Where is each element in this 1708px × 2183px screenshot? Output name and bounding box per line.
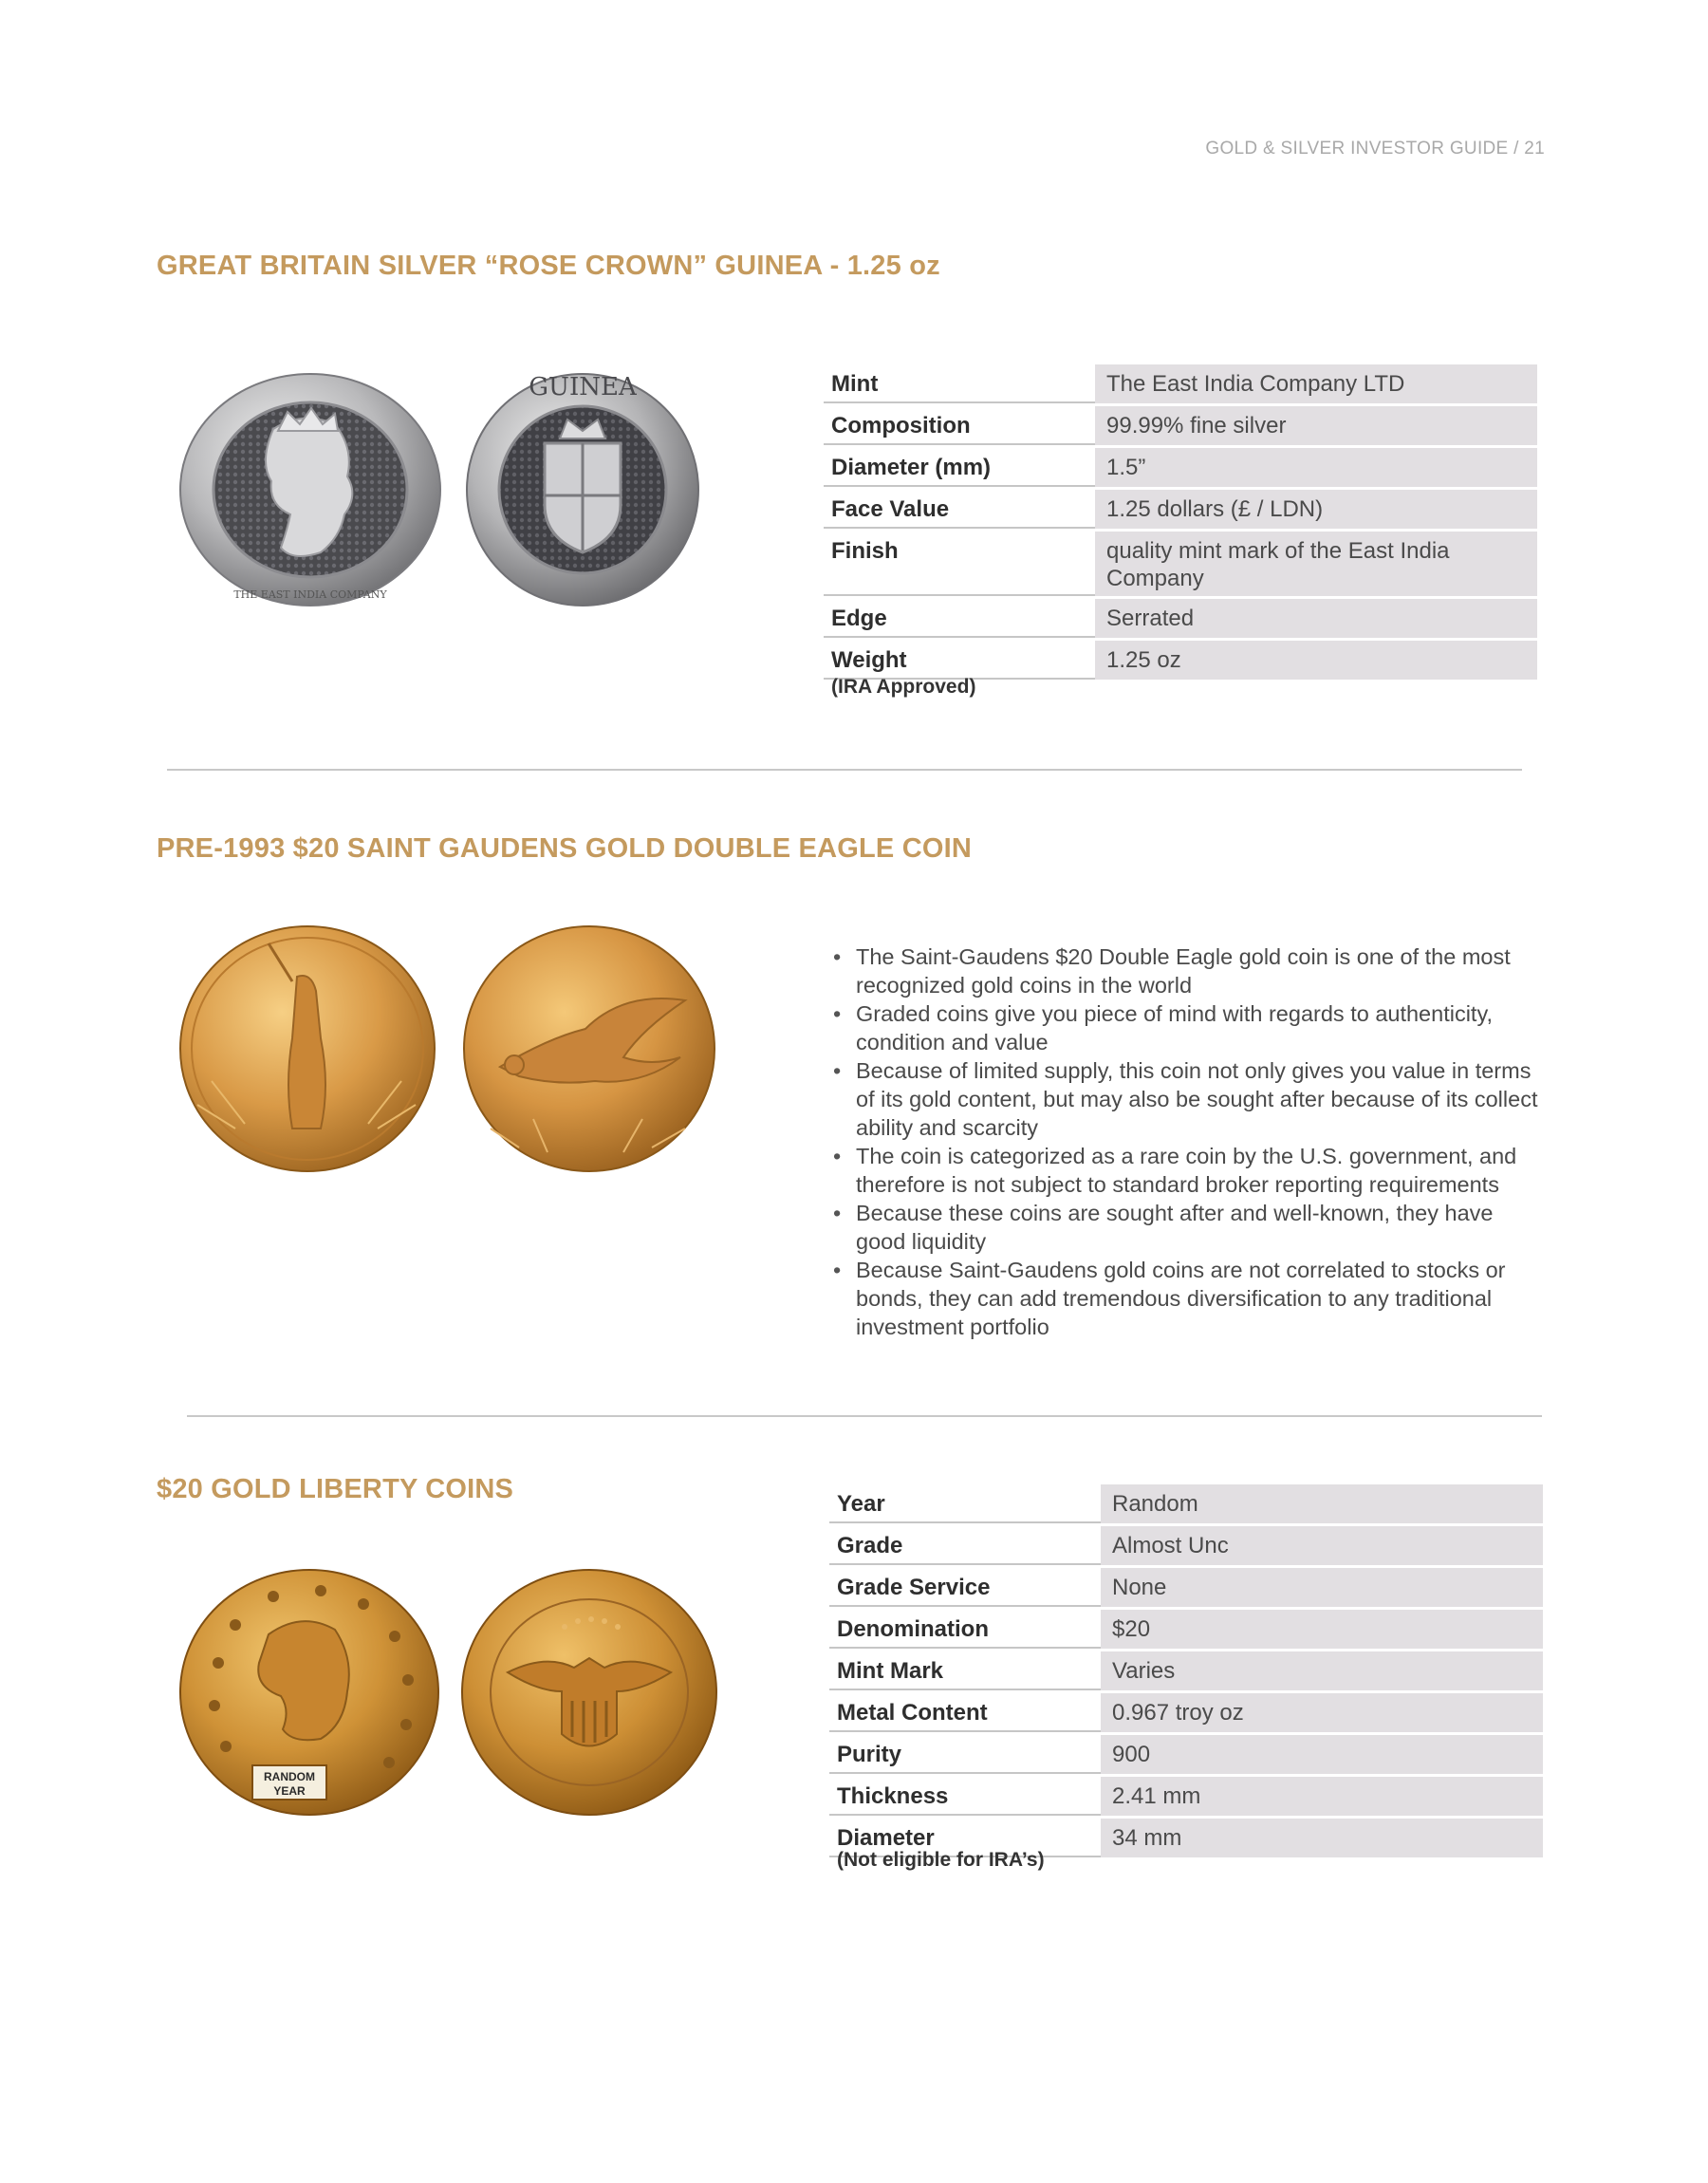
spec-value: Almost Unc — [1101, 1526, 1543, 1565]
spec-value: Varies — [1101, 1651, 1543, 1690]
list-item: • The Saint-Gaudens $20 Double Eagle gold coin is one of the most recognized gold coins in the world — [833, 942, 1547, 999]
table-row — [829, 1693, 1543, 1732]
spec-label: Year — [829, 1484, 1101, 1523]
spec-label: Mint — [824, 364, 1095, 403]
section-divider — [187, 1415, 1542, 1417]
spec-value: 34 mm — [1101, 1819, 1543, 1857]
spec-value: 900 — [1101, 1735, 1543, 1774]
table-row — [829, 1526, 1543, 1565]
silver-coin-obverse-image — [178, 372, 442, 607]
reverse-legend-text: GUINEA — [529, 373, 637, 401]
spec-label: Weight — [824, 641, 1095, 680]
spec-value: 0.967 troy oz — [1101, 1693, 1543, 1732]
spec-label: Mint Mark — [829, 1651, 1101, 1690]
saint-gaudens-benefit-list — [833, 942, 1547, 1341]
spec-value: $20 — [1101, 1610, 1543, 1649]
spec-value: None — [1101, 1568, 1543, 1607]
spec-label: Diameter (mm) — [824, 448, 1095, 487]
spec-value: 1.25 dollars (£ / LDN) — [1095, 490, 1537, 529]
table-row — [829, 1651, 1543, 1690]
table-row — [829, 1568, 1543, 1607]
spec-label: Metal Content — [829, 1693, 1101, 1732]
table-row — [824, 364, 1537, 403]
spec-value: quality mint mark of the East India Company — [1095, 532, 1537, 596]
liberty-coin-obverse-image — [178, 1568, 440, 1817]
list-item: • Because these coins are sought after and well-known, they have good liquidity — [833, 1199, 1547, 1256]
spec-label: Finish — [824, 532, 1095, 596]
rose-crown-spec-table — [824, 362, 1537, 682]
spec-label: Face Value — [824, 490, 1095, 529]
gold-liberty-spec-table — [829, 1482, 1543, 1860]
spec-value: Random — [1101, 1484, 1543, 1523]
table-row — [829, 1484, 1543, 1523]
spec-value: 2.41 mm — [1101, 1777, 1543, 1816]
section-title-gold-liberty: $20 GOLD LIBERTY COINS — [157, 1474, 514, 1504]
table-row — [824, 490, 1537, 529]
saint-gaudens-reverse-image — [462, 924, 716, 1173]
list-item: • The coin is categorized as a rare coin by the U.S. government, and therefore is not subject to standard broker reporting requirements — [833, 1142, 1547, 1199]
list-item: • Because Saint-Gaudens gold coins are not correlated to stocks or bonds, they can add tremendous diversification to any traditional investment portfolio — [833, 1256, 1547, 1341]
spec-label: Denomination — [829, 1610, 1101, 1649]
spec-label: Diameter — [829, 1819, 1101, 1857]
running-header: GOLD & SILVER INVESTOR GUIDE / 21 — [1205, 139, 1545, 159]
spec-label: Grade — [829, 1526, 1101, 1565]
spec-value: 99.99% fine silver — [1095, 406, 1537, 445]
spec-label: Composition — [824, 406, 1095, 445]
table-row — [824, 532, 1537, 596]
ira-approved-note: (IRA Approved) — [831, 676, 976, 698]
obverse-legend-text: THE EAST INDIA COMPANY — [233, 588, 387, 601]
spec-value: 1.5” — [1095, 448, 1537, 487]
not-ira-eligible-note: (Not eligible for IRA’s) — [837, 1849, 1045, 1871]
spec-label: Grade Service — [829, 1568, 1101, 1607]
saint-gaudens-obverse-image — [178, 924, 436, 1173]
random-year-tag-line2: YEAR — [273, 1784, 306, 1798]
silver-coin-reverse-image — [465, 372, 700, 607]
section-title-rose-crown-guinea: GREAT BRITAIN SILVER “ROSE CROWN” GUINEA - 1.25 oz — [157, 251, 940, 281]
section-divider — [167, 769, 1522, 771]
liberty-coin-reverse-image — [460, 1568, 718, 1817]
spec-label: Edge — [824, 599, 1095, 638]
spec-label: Thickness — [829, 1777, 1101, 1816]
table-row — [824, 599, 1537, 638]
spec-value: Serrated — [1095, 599, 1537, 638]
table-row — [829, 1610, 1543, 1649]
random-year-tag-line1: RANDOM — [264, 1770, 315, 1783]
table-row — [829, 1735, 1543, 1774]
list-item: • Graded coins give you piece of mind with regards to authenticity, condition and value — [833, 999, 1547, 1056]
spec-label: Purity — [829, 1735, 1101, 1774]
list-item: • Because of limited supply, this coin not only gives you value in terms of its gold content, but may also be sought after because of its collect ability and scarcity — [833, 1056, 1547, 1142]
table-row — [824, 448, 1537, 487]
spec-value: 1.25 oz — [1095, 641, 1537, 680]
table-row — [829, 1777, 1543, 1816]
section-title-saint-gaudens: PRE-1993 $20 SAINT GAUDENS GOLD DOUBLE EAGLE COIN — [157, 833, 973, 864]
table-row — [824, 641, 1537, 680]
spec-value: The East India Company LTD — [1095, 364, 1537, 403]
table-row — [824, 406, 1537, 445]
